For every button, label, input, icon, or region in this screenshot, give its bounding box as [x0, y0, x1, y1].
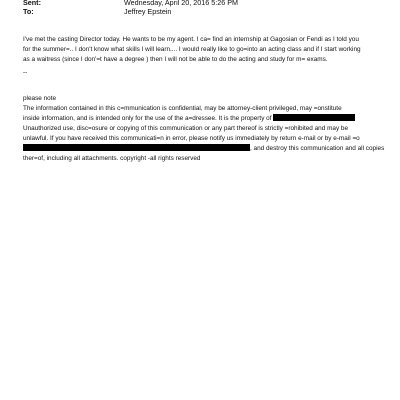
- message-line-2: for the summer=.. I don't know what skills I will learn.... I would really like to go=into an acting class and if I start working: [23, 46, 361, 53]
- disclaimer-line-5-text: , and destroy this communication and all copies: [250, 145, 385, 152]
- disclaimer-line-6: ther=of, including all attachments. copyright -all rights reserved: [23, 155, 201, 162]
- disclaimer-line-2: [23, 114, 383, 124]
- to-row: [23, 7, 171, 16]
- message-body: [23, 35, 383, 65]
- message-line-1: I've met the casting Director today. He wants to be my agent. I ca= find an internship at Gagosian or Fendi as I told you: [23, 36, 359, 43]
- disclaimer-line-5: [23, 144, 383, 154]
- redaction-box-1: [273, 114, 355, 121]
- disclaimer-line-3: Unauthorized use, disc=osure or copying of this communication or any part thereof is strictly =rohibited and may be: [23, 125, 349, 132]
- to-label: To:: [23, 7, 34, 16]
- disclaimer-line-4: unlawful. If you have received this communicati=n in error, please notify us immediately by return e-mail or by e-mail =o: [23, 135, 360, 142]
- redaction-box-2: [23, 144, 250, 151]
- disclaimer-line-2-text: inside information, and is intended only for the use of the a=dressee. It is the property of: [23, 115, 272, 122]
- message-line-3: as a waitress (since I don'=t have a degree ) then I will not be able to do the acting and study for m= exams.: [23, 56, 328, 63]
- sent-row: [23, 0, 238, 7]
- separator-text: --: [23, 69, 28, 76]
- sent-value: Wednesday, April 20, 2016 5:26 PM: [124, 0, 239, 7]
- message-separator: [23, 68, 383, 78]
- to-value: Jeffrey Epstein: [124, 7, 172, 16]
- disclaimer-block: [23, 94, 383, 164]
- sent-label: Sent:: [23, 0, 41, 7]
- disclaimer-heading: please note: [23, 95, 57, 102]
- disclaimer-line-1: The information contained in this c=mmunication is confidential, may be attorney-client privileged, may =onstitute: [23, 105, 342, 112]
